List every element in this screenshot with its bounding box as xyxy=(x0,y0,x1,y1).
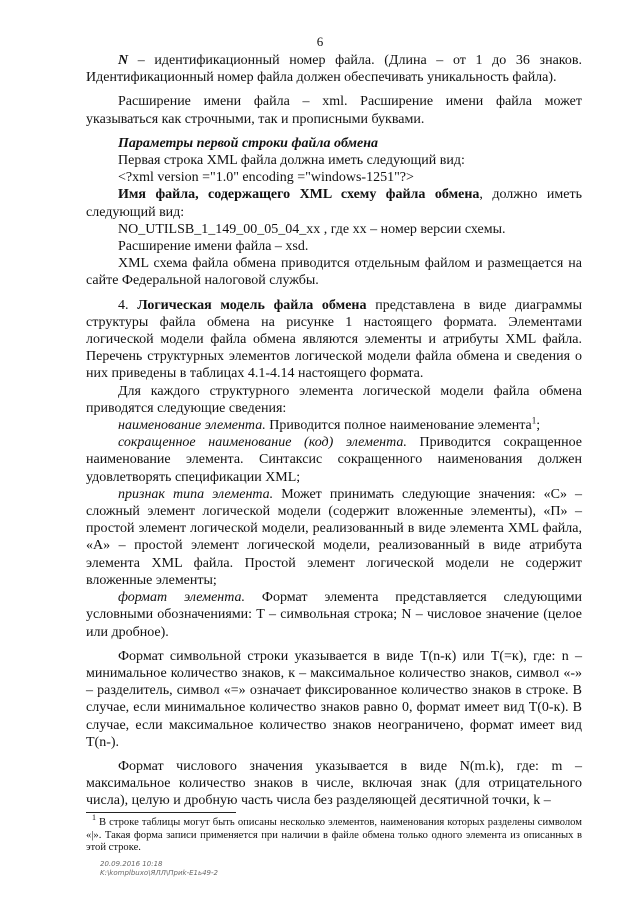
paragraph-logical-model xyxy=(86,297,582,383)
logical-model-heading: Логическая модель файла обмена xyxy=(137,297,367,313)
schema-name-text: , должно иметь следующий вид: xyxy=(86,187,582,220)
paragraph-string-format: Формат символьной строки указывается в виде Т(n-к) или Т(=к), где: n – минимальное количество знаков, к – максимальное количество знаков, символ «-» – разделитель, символ «=» означает фиксированное количество знаков в строке. В случае, если минимальное количество знаков равно 0, формат имеет вид Т(0-к). В случае, если максимальное количество знаков неограничено, формат имеет вид Т(n-). xyxy=(86,648,582,750)
stamp-date: 20.09.2016 10:18 xyxy=(100,860,163,868)
footnote xyxy=(86,813,582,855)
short-name-text: Приводится сокращенное наименование элемента. Синтаксис сокращенного наименования должен удовлетворять спецификации XML; xyxy=(86,435,582,485)
paragraph-number-format: Формат числового значения указывается в виде N(m.k), где: m – максимальное количество знаков в числе, включая знак (для отрицательного числа), целую и дробную часть числа без разделяющей десятичной точки, k – xyxy=(86,758,582,809)
paragraph-file-id xyxy=(86,52,582,86)
paragraph-extension: Расширение имени файла – xml. Расширение имени файла может указываться как строчными, так и прописными буквами. xyxy=(86,94,582,127)
paragraph-short-name xyxy=(86,434,582,486)
footnote-separator xyxy=(86,812,236,813)
footnote-text: В строке таблицы могут быть описаны несколько элементов, наименования которых разделены символом «|». Такая форма записи применяется при наличии в файле обмена только одного элемента из описанных в этой строке. xyxy=(86,817,582,854)
logical-model-text: представлена в виде диаграммы структуры файла обмена на рисунке 1 настоящего формата. Элементами логической модели файла обмена являются элементы и атрибуты XML файла. Перечень структурных элементов логической модели файла обмена и сведения о них приведены в таблицах 4.1-4.14 настоящего формата. xyxy=(86,297,583,382)
stamp-path: K:\komplbuxo\ЯЛЛ\Приk-Е1ь49-2 xyxy=(100,869,218,877)
paragraph-element-info: Для каждого структурного элемента логической модели файла обмена приводятся следующие сведения: xyxy=(86,383,582,416)
paragraph-file-id-text: – идентификационный номер файла. (Длина – от 1 до 36 знаков. Идентификационный номер файла должен обеспечивать уникальность файла). xyxy=(86,53,582,86)
item-number: 4. xyxy=(118,297,138,313)
term-n: N xyxy=(118,53,129,68)
element-type-text: Может принимать следующие значения: «С» – сложный элемент логической модели (содержит вложенные элементы), «П» – простой элемент логической модели, реализованный в виде элемента XML файла, «А» – простой элемент логической модели, реализованный в виде атрибута элемента XML файла. Простой элемент логической модели не содержит вложенные элементы; xyxy=(86,486,582,588)
paragraph-xml-declaration: <?xml version ="1.0" encoding ="windows-1251"?> xyxy=(118,170,414,186)
paragraph-first-line: Первая строка XML файла должна иметь следующий вид: xyxy=(118,153,465,169)
print-stamp xyxy=(100,860,218,878)
paragraph-schema-extension: Расширение имени файла – xsd. xyxy=(118,239,309,255)
term-element-type: признак типа элемента. xyxy=(118,486,274,502)
page-number: 6 xyxy=(316,34,324,49)
paragraph-schema-location: XML схема файла обмена приводится отдельным файлом и размещается на сайте Федеральной налоговой службы. xyxy=(86,256,582,289)
footnote-number: 1 xyxy=(92,813,96,823)
element-name-text: Приводится полное наименование элемента xyxy=(265,418,532,434)
footnote-ref: 1 xyxy=(531,415,537,426)
document-body xyxy=(86,52,582,810)
paragraph-schema-name xyxy=(86,186,582,220)
term-short-name: сокращенное наименование (код) элемента. xyxy=(118,435,407,451)
paragraph-element-type xyxy=(86,486,582,589)
element-name-end: ; xyxy=(536,418,541,434)
paragraph-schema-filename: NO_UTILSB_1_149_00_05_04_xx , где хх – номер версии схемы. xyxy=(118,221,506,237)
section-heading-first-line: Параметры первой строки файла обмена xyxy=(118,135,378,151)
paragraph-element-name xyxy=(86,417,582,434)
element-format-text: Формат элемента представляется следующими условными обозначениями: Т – символьная строка; N – числовое значение (целое или дробное). xyxy=(86,590,582,640)
schema-name-heading: Имя файла, содержащего XML схему файла обмена xyxy=(118,187,480,203)
term-element-format: формат элемента. xyxy=(118,590,246,606)
paragraph-element-format xyxy=(86,589,582,641)
term-element-name: наименование элемента. xyxy=(118,418,266,434)
